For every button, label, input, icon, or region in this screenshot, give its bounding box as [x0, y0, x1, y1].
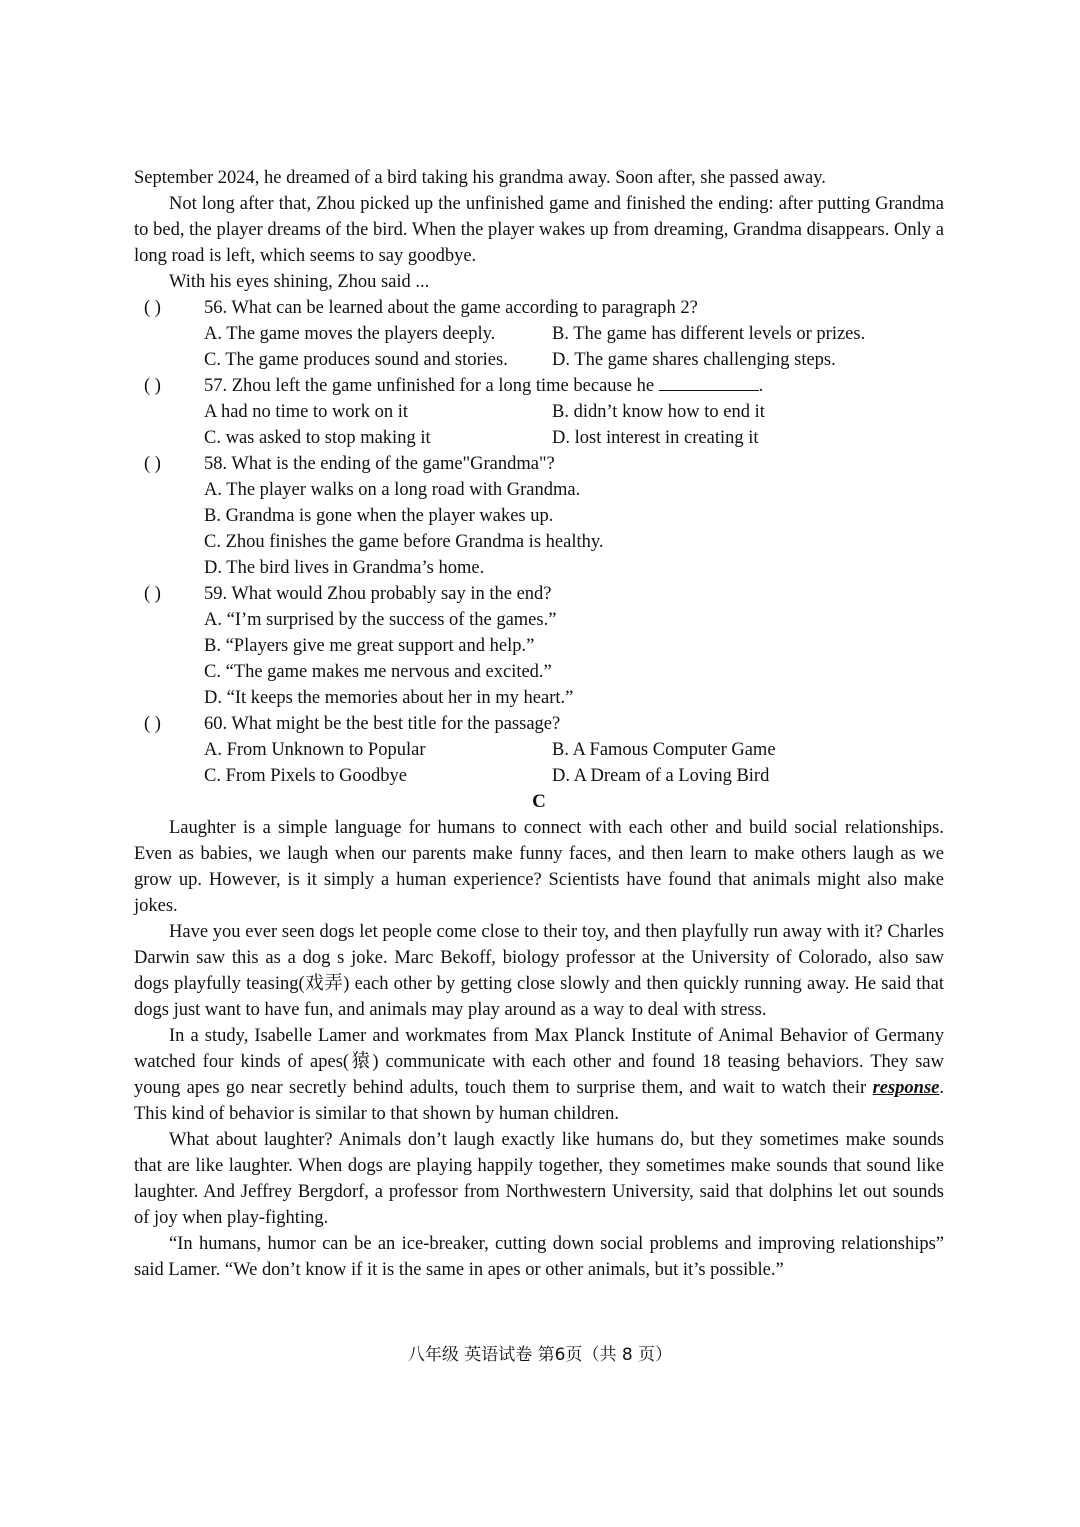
option: A had no time to work on it: [204, 402, 408, 422]
answer-paren[interactable]: ( ): [144, 584, 161, 604]
answer-paren[interactable]: ( ): [144, 714, 161, 734]
passage-b-paragraph: Not long after that, Zhou picked up the unfinished game and finished the ending: after putting Grandma to bed, the player dreams of the bird. When the player wakes up from dreaming, Grandma disappears. Only a long road is left, which seems to say goodbye.: [134, 194, 944, 266]
question-59: [134, 581, 944, 607]
question-57: ( ) 57. Zhou left the game unfinished for a long time because he .: [134, 373, 944, 399]
answer-paren[interactable]: ( ): [144, 298, 161, 318]
passage-c-paragraph: “In humans, humor can be an ice-breaker, cutting down social problems and improving relationships” said Lamer. “We don’t know if it is the same in apes or other animals, but it’s possible.”: [134, 1234, 944, 1280]
section-heading: C: [532, 791, 546, 812]
options-row: [134, 737, 944, 763]
question-stem: 56. What can be learned about the game according to paragraph 2?: [204, 298, 698, 318]
passage-c-paragraph: Have you ever seen dogs let people come close to their toy, and then playfully run away with it? Charles Darwin saw this as a dog s joke. Marc Bekoff, biology professor at the University of Colorado, also saw dogs playfully teasing(戏弄) each other by getting close slowly and then quickly running away. He said that dogs just want to have fun, and animals may play around as a way to deal with stress.: [134, 922, 944, 1020]
passage-c-paragraph: Laughter is a simple language for humans to connect with each other and build social relationships. Even as babies, we laugh when our parents make funny faces, and then learn to make others laugh as we grow up. However, is it simply a human experience? Scientists have found that animals might also make jokes.: [134, 818, 944, 916]
option: D. The game shares challenging steps.: [552, 350, 836, 370]
option: C. Zhou finishes the game before Grandma is healthy.: [204, 532, 604, 552]
options-row: [134, 347, 944, 373]
options-row: [134, 321, 944, 347]
question-stem: 59. What would Zhou probably say in the end?: [204, 584, 552, 604]
option: A. “I’m surprised by the success of the games.”: [204, 610, 557, 630]
question-stem: 60. What might be the best title for the passage?: [204, 714, 561, 734]
passage-b-paragraph-end: September 2024, he dreamed of a bird taking his grandma away. Soon after, she passed away.: [134, 168, 826, 188]
option: D. “It keeps the memories about her in my heart.”: [204, 688, 574, 708]
option: B. The game has different levels or prizes.: [552, 324, 866, 344]
option: C. was asked to stop making it: [204, 428, 431, 448]
option: B. A Famous Computer Game: [552, 740, 776, 760]
exam-page: [134, 165, 944, 1283]
question-stem: 57. Zhou left the game unfinished for a long time because he: [204, 376, 655, 396]
passage-c-paragraph: In a study, Isabelle Lamer and workmates from Max Planck Institute of Animal Behavior of Germany watched four kinds of apes(猿) communicate with each other and found 18 teasing behaviors. They saw young apes go near secretly behind adults, touch them to surprise them, and wait to watch their response. This kind of behavior is similar to that shown by human children.: [134, 1026, 944, 1124]
option: A. From Unknown to Popular: [204, 740, 426, 760]
options-row: [134, 399, 944, 425]
option: B. Grandma is gone when the player wakes up.: [204, 506, 554, 526]
option: D. A Dream of a Loving Bird: [552, 766, 770, 786]
question-56: [134, 295, 944, 321]
option: A. The player walks on a long road with Grandma.: [204, 480, 581, 500]
question-60: [134, 711, 944, 737]
passage-b-paragraph: With his eyes shining, Zhou said ...: [169, 272, 430, 292]
option: B. didn’t know how to end it: [552, 402, 765, 422]
option: D. The bird lives in Grandma’s home.: [204, 558, 485, 578]
answer-blank[interactable]: [659, 374, 759, 391]
option: C. From Pixels to Goodbye: [204, 766, 407, 786]
option: C. “The game makes me nervous and excited.”: [204, 662, 552, 682]
options-row: [134, 425, 944, 451]
option: A. The game moves the players deeply.: [204, 324, 496, 344]
underlined-word: response: [872, 1078, 940, 1098]
answer-paren[interactable]: ( ): [144, 376, 161, 396]
question-58: [134, 451, 944, 477]
option: B. “Players give me great support and help.”: [204, 636, 535, 656]
answer-paren[interactable]: ( ): [144, 454, 161, 474]
option: C. The game produces sound and stories.: [204, 350, 508, 370]
option: D. lost interest in creating it: [552, 428, 759, 448]
question-stem: 58. What is the ending of the game"Grandma"?: [204, 454, 555, 474]
passage-c-paragraph: What about laughter? Animals don’t laugh exactly like humans do, but they sometimes make sounds that are like laughter. When dogs are playing happily together, they sometimes make sounds that sound like laughter. And Jeffrey Bergdorf, a professor from Northwestern University, said that dolphins let out sounds of joy when play-fighting.: [134, 1130, 944, 1228]
page-footer: 八年级 英语试卷 第6页（共 8 页）: [407, 1345, 673, 1365]
options-row: [134, 763, 944, 789]
